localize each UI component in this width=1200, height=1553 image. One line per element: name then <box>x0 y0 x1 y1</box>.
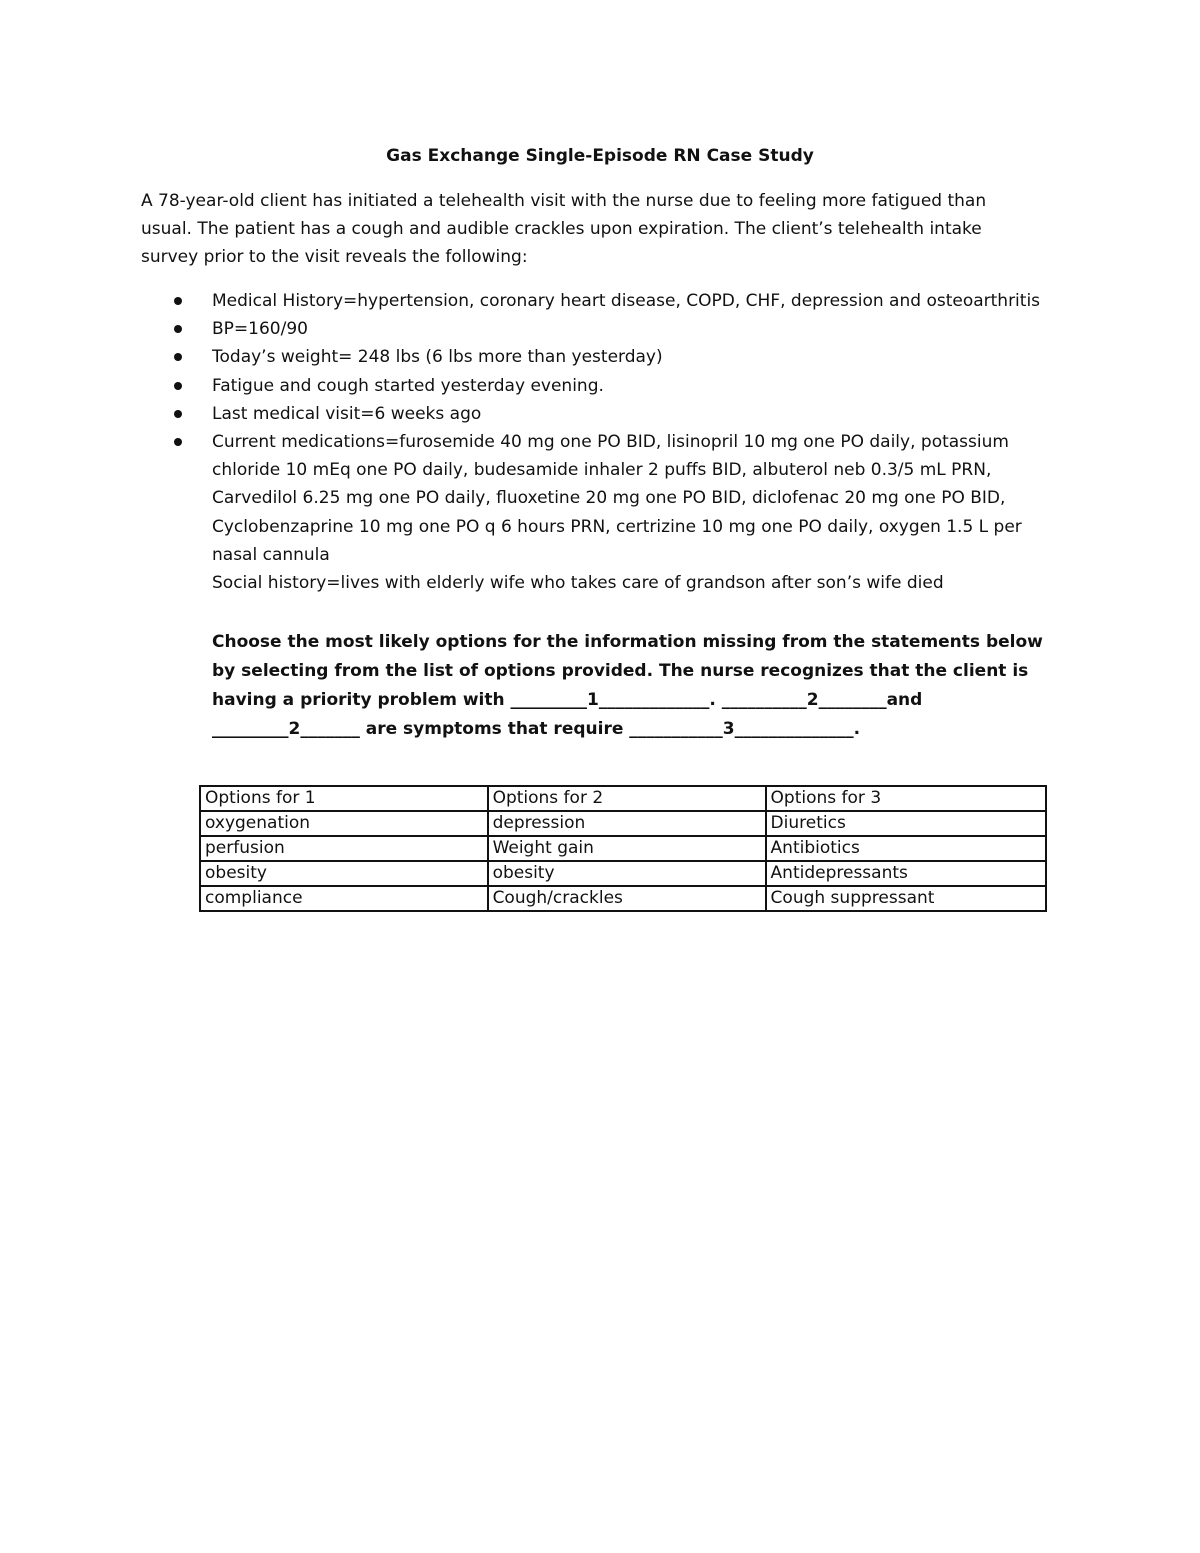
table-cell: Diuretics <box>766 811 1046 836</box>
intake-survey-list <box>141 287 1071 597</box>
list-item: BP=160/90 <box>141 315 1071 343</box>
list-item: Last medical visit=6 weeks ago <box>141 400 1071 428</box>
table-cell: Cough/crackles <box>488 886 766 911</box>
table-cell: depression <box>488 811 766 836</box>
bullet-icon <box>174 438 182 446</box>
bullet-icon <box>174 325 182 333</box>
table-row <box>200 861 1046 886</box>
table-row <box>200 886 1046 911</box>
table-cell: Cough suppressant <box>766 886 1046 911</box>
table-row <box>200 836 1046 861</box>
header-cell: Options for 2 <box>488 786 766 811</box>
table-header-row <box>200 786 1046 811</box>
list-item: Current medications=furosemide 40 mg one PO BID, lisinopril 10 mg one PO daily, potassium chloride 10 mEq one PO daily, budesamide inhaler 2 puffs BID, albuterol neb 0.3/5 mL PRN, Carvedilol 6.25 mg one PO daily, fluoxetine 20 mg one PO BID, diclofenac 20 mg one PO BID, Cyclobenzaprine 10 mg one PO q 6 hours PRN, certrizine 10 mg one PO daily, oxygen 1.5 L per nasal cannula <box>141 428 1071 569</box>
table-cell: Weight gain <box>488 836 766 861</box>
bullet-icon <box>174 382 182 390</box>
options-table <box>199 785 1047 912</box>
table-cell: oxygenation <box>200 811 488 836</box>
table-row <box>200 811 1046 836</box>
list-item: Fatigue and cough started yesterday evening. <box>141 372 1071 400</box>
header-cell: Options for 1 <box>200 786 488 811</box>
bullet-icon <box>174 353 182 361</box>
case-intro: A 78-year-old client has initiated a telehealth visit with the nurse due to feeling more fatigued than usual. The patient has a cough and audible crackles upon expiration. The client’s telehealth intake survey prior to the visit reveals the following: <box>141 191 987 267</box>
table-cell: Antidepressants <box>766 861 1046 886</box>
table-cell: obesity <box>200 861 488 886</box>
list-item: Medical History=hypertension, coronary heart disease, COPD, CHF, depression and osteoarthritis <box>141 287 1071 315</box>
bullet-icon <box>174 410 182 418</box>
header-cell: Options for 3 <box>766 786 1046 811</box>
table-cell: compliance <box>200 886 488 911</box>
social-history: Social history=lives with elderly wife who takes care of grandson after son’s wife died <box>212 573 944 594</box>
table-cell: Antibiotics <box>766 836 1046 861</box>
document-title: Gas Exchange Single-Episode RN Case Study <box>386 146 814 166</box>
table-cell: perfusion <box>200 836 488 861</box>
fill-in-question: Choose the most likely options for the information missing from the statements below by selecting from the list of options provided. The nurse recognizes that the client is having a priority problem with _________1_____________. __________2________and _________2_______ are symptoms that require ___________3______________. <box>212 632 1043 739</box>
list-item: Today’s weight= 248 lbs (6 lbs more than yesterday) <box>141 343 1071 371</box>
bullet-icon <box>174 297 182 305</box>
table-cell: obesity <box>488 861 766 886</box>
